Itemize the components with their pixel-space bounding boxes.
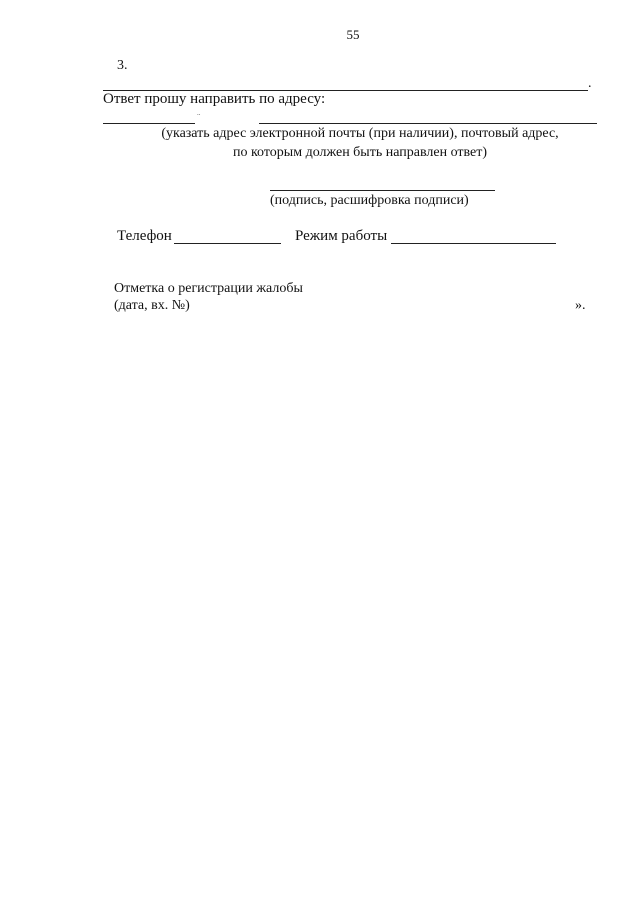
working-hours-fill-line	[391, 243, 556, 244]
item-number: 3.	[117, 58, 128, 73]
working-hours-label: Режим работы	[295, 228, 388, 244]
address-fill-line-left	[103, 123, 195, 124]
address-label: Ответ прошу направить по адресу:	[103, 91, 326, 107]
address-hint-line-2: по которым должен быть направлен ответ)	[232, 145, 488, 160]
closing-quote: ».	[575, 298, 586, 313]
scan-specks: ..	[197, 109, 201, 117]
address-hint-line-1: (указать адрес электронной почты (при наличии), почтовый адрес,	[161, 126, 559, 141]
page-number: 55	[346, 27, 360, 42]
phone-label: Телефон	[117, 228, 172, 244]
signature-caption: (подпись, расшифровка подписи)	[270, 193, 469, 208]
registration-label: Отметка о регистрации жалобы	[114, 281, 303, 296]
signature-fill-line	[270, 190, 495, 191]
item-3-line-end: .	[588, 76, 592, 91]
phone-fill-line	[174, 243, 281, 244]
address-fill-line-right	[259, 123, 597, 124]
registration-date-label: (дата, вх. №)	[114, 298, 190, 313]
